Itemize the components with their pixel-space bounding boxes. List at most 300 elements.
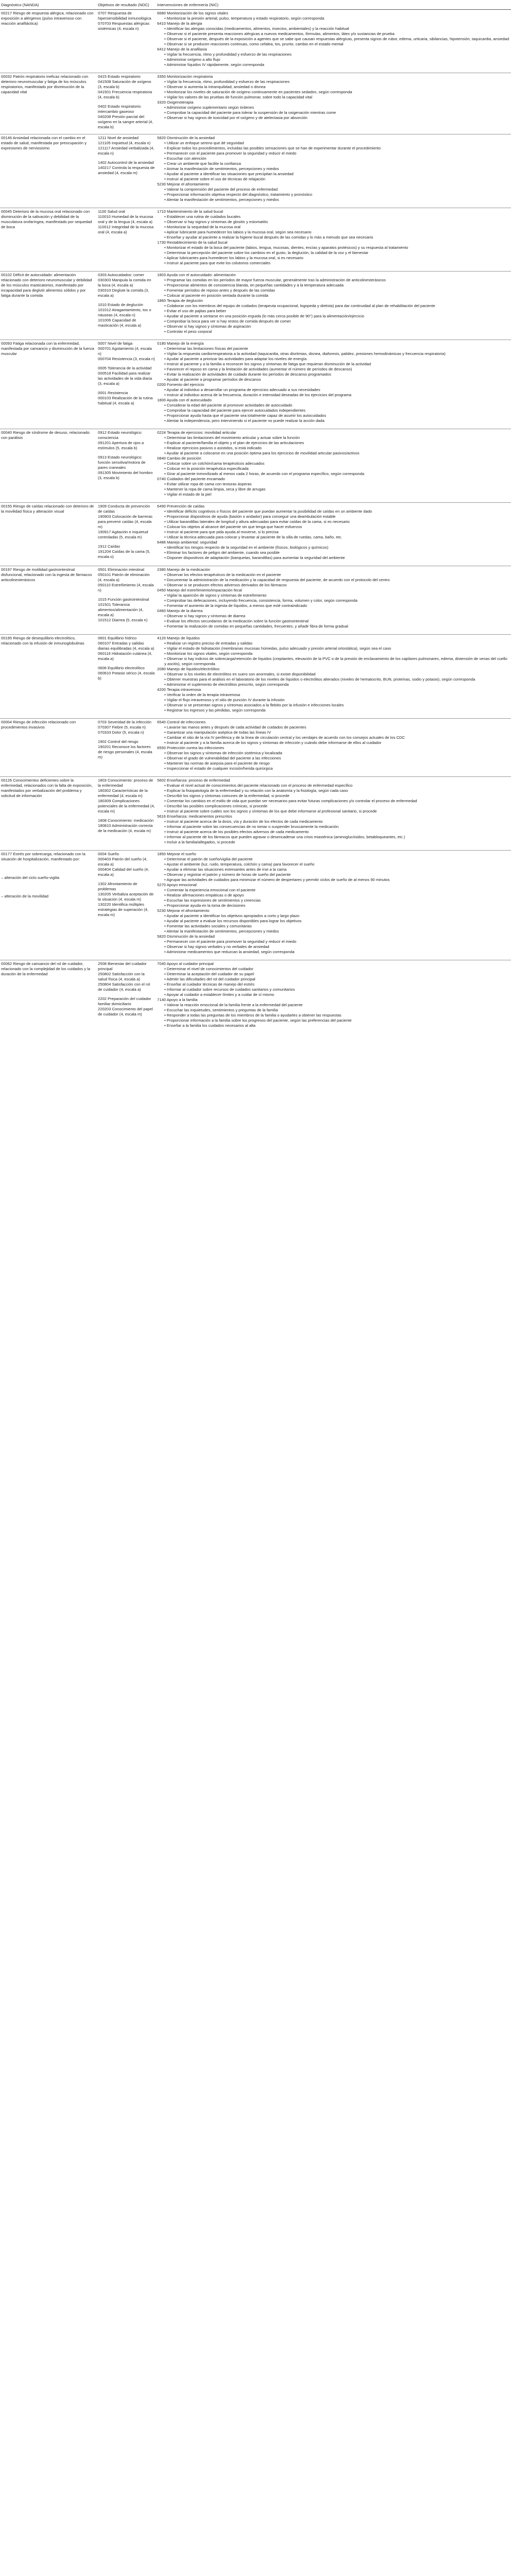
- intervention-activity: • Administrar el suplemento de electrólitos prescrito, según corresponda: [164, 682, 289, 687]
- outcome-indicator: 130205 Verbaliza aceptación de la situación (4, escala m): [98, 892, 154, 902]
- intervention-activity: • Vigilar el estado de la piel: [164, 492, 212, 497]
- intervention-activity: • Establecer una rutina de cuidados bucales: [164, 214, 241, 219]
- outcome-indicator: 000404 Calidad del sueño (4, escala a): [98, 867, 149, 877]
- intervention-activity: • Alentar la manifestación de sentimientos, percepciones y miedos: [164, 197, 279, 202]
- intervention-activity: • Identificar déficits cognitivos o físicos del paciente que puedan aumentar la posibilidad de caídas en un ambiente dado: [164, 509, 372, 514]
- header-outcomes: Objetivos de resultado (NOC): [97, 2, 156, 10]
- outcome-indicator: 190917 Agitación e inquietud controladas (5, escala m): [98, 530, 148, 539]
- intervention-activity: • Alentar la manifestación de sentimientos, percepciones y miedos: [164, 929, 279, 934]
- intervention-activity: • Responder a todas las preguntas de los miembros de la familia o ayudarles a obtener las respuestas: [164, 1013, 342, 1018]
- intervention-activity: • Programar las comidas en los períodos de mayor fuerza muscular, generalmente tras la administración de anticolinesterásicos: [164, 278, 386, 282]
- intervention-activity: • Colocar sobre un colchón/cama terapéuticos adecuados: [164, 461, 265, 466]
- intervention-activity: • Enseñar y ayudar al paciente a realizar la higiene bucal después de las comidas y lo más a menudo que sea necesario: [164, 235, 373, 240]
- outcome-indicator: 041508 Saturación de oxígeno (3, escala b): [98, 79, 151, 89]
- intervention-activity: • Instruir al individuo acerca de la frecuencia, duración e intensidad deseadas de los ejercicios del programa: [164, 393, 352, 397]
- intervention-activity: • Vigilar la frecuencia, ritmo y profundidad y esfuerzo de las respiraciones: [164, 52, 292, 57]
- outcome-indicator: 250802 Satisfacción con la salud física (4, escala a): [98, 972, 145, 981]
- outcome-indicator: 040208 Presión parcial del oxígeno en la sangre arterial (4, escala b): [98, 114, 154, 129]
- outcome-indicator: 000704 Resistencia (3, escala n): [98, 357, 155, 361]
- interventions-cell: [156, 134, 511, 208]
- intervention-activity: • Realizar ejercicios pasivos o asistidos, si está indicado: [164, 446, 262, 450]
- intervention-activity: • Vigilar la frecuencia, ritmo, profundidad y esfuerzo de las respiraciones: [164, 79, 290, 84]
- intervention-activity: • Ayudar a eliminar las situaciones estresantes antes de irse a la cama: [164, 867, 287, 872]
- outcomes-cell: [97, 340, 156, 429]
- outcomes-cell: [97, 851, 156, 960]
- intervention-activity: • Observar si se presentan signos y síntomas asociados a la flebitis por la infusión e infecciones locales: [164, 703, 344, 707]
- interventions-cell: [156, 635, 511, 719]
- intervention-title: 0740 Cuidados del paciente encamado: [157, 477, 225, 481]
- intervention-activity: • Crear un ambiente que facilite la confianza: [164, 161, 241, 166]
- diagnosis-text: – alteración de la movilidad: [1, 894, 49, 899]
- outcome-group: [98, 209, 155, 235]
- outcome-title: 0001 Resistencia: [98, 391, 128, 395]
- outcome-title: 0402 Estado respiratorio: intercambio gaseoso: [98, 104, 142, 114]
- outcome-group: [98, 996, 155, 1017]
- outcome-group: [98, 597, 155, 623]
- intervention-activity: • Observar si hay signos verbales y no verbales de ansiedad: [164, 944, 269, 949]
- intervention-activity: • Describir los signos y síntomas comunes de la enfermedad, si procede: [164, 793, 289, 798]
- outcome-group: [98, 74, 155, 100]
- intervention-activity: • Observar si el paciente, después de la exposición a agentes que se sabe que causan respuestas alérgicas, presenta signos de rubor, edema, urticaria, sibilancias, hipotensión, taquicardia, ansiedad: [164, 37, 509, 41]
- table-row: [0, 73, 511, 134]
- diagnosis-text: 00197 Riesgo de motilidad gastrointestinal disfuncional, relacionado con la ingesta de fármacos anticolinesterásicos: [1, 567, 92, 582]
- table-row: [0, 566, 511, 635]
- outcome-title: 1100 Salud oral: [98, 209, 125, 214]
- outcome-group: [98, 739, 155, 760]
- interventions-cell: [156, 719, 511, 777]
- intervention-activity: • Proporcionar información a la familia sobre los progresos del paciente, según las preferencias del paciente: [164, 1018, 352, 1023]
- outcomes-cell: [97, 208, 156, 272]
- care-plan-table: [0, 2, 511, 1033]
- outcomes-cell: [97, 429, 156, 503]
- outcome-title: 0912 Estado neurológico: consciencia: [98, 430, 143, 440]
- outcome-group: [98, 504, 155, 540]
- outcome-indicator: 121117 Ansiedad verbalizada (4, escala n): [98, 146, 155, 156]
- interventions-cell: [156, 10, 511, 73]
- intervention-activity: • Mantener la ropa de cama limpia, seca y libre de arrugas: [164, 487, 266, 492]
- outcome-group: [98, 273, 155, 298]
- intervention-title: 3320 Oxigenoterapia: [157, 100, 194, 105]
- outcome-group: [98, 430, 155, 451]
- intervention-activity: • Aplicar lubricantes para humedecer los labios y la mucosa oral, si es necesario: [164, 256, 303, 260]
- outcome-indicator: 190903 Colocación de barreras para prevenir caídas (4, escala m): [98, 514, 152, 529]
- intervention-activity: • Comprobar la capacidad del paciente para tolerar la suspensión de la oxigenación mientras come: [164, 110, 336, 115]
- table-row: [0, 503, 511, 566]
- outcome-indicator: 000701 Agotamiento (4, escala n): [98, 346, 152, 356]
- intervention-title: 0450 Manejo del estreñimiento/impactación fecal: [157, 588, 242, 592]
- diagnosis-text: – alteración del ciclo sueño-vigilia: [1, 875, 60, 880]
- intervention-activity: • Permanecer con el paciente para promover la seguridad y reducir el miedo: [164, 151, 297, 156]
- interventions-cell: [156, 208, 511, 272]
- outcome-group: [98, 135, 155, 156]
- intervention-activity: • Evitar el uso de pajitas para beber: [164, 309, 227, 313]
- outcome-title: 0007 Nivel de fatiga: [98, 341, 133, 346]
- outcome-indicator: 110012 Integridad de la mucosa oral (4, escala a): [98, 225, 154, 234]
- interventions-cell: [156, 340, 511, 429]
- intervention-activity: • Explicar la fisiopatología de la enfermedad y su relación con la anatomía y la fisiología, según cada caso: [164, 788, 348, 793]
- outcome-title: 1015 Función gastrointestinal: [98, 597, 149, 602]
- outcome-group: [98, 778, 155, 814]
- intervention-activity: • Ayudar al paciente a colocarse en una posición óptima para los ejercicios de movilidad articular pasivos/activos: [164, 451, 360, 455]
- intervention-activity: • Observar si los niveles de electrólitos en suero son anormales, si existe disponibilidad: [164, 672, 316, 676]
- intervention-activity: • Lavarse las manos antes y después de cada actividad de cuidados de pacientes: [164, 725, 306, 730]
- intervention-title: 1860 Terapia de deglución: [157, 298, 203, 303]
- outcome-title: 1302 Afrontamiento de problemas: [98, 882, 138, 891]
- outcomes-cell: [97, 134, 156, 208]
- intervention-activity: • Eliminar los factores de peligro del ambiente, cuando sea posible: [164, 550, 280, 555]
- outcome-title: 1912 Caídas: [98, 544, 121, 549]
- intervention-activity: • Obtener muestras para el análisis en el laboratorio de los niveles de líquidos o electrólitos alterados (niveles de hematocrito, BUN, proteínas, sodio y potasio), según corresponda: [164, 677, 475, 682]
- outcome-indicator: 180810 Administración correcta de la medicación (4, escala m): [98, 823, 153, 833]
- intervention-activity: • Evaluar los efectos secundarios de la medicación sobre la función gastrointestinal: [164, 619, 309, 623]
- intervention-title: 5230 Mejorar el afrontamiento: [157, 182, 210, 187]
- diagnosis-text: 00217 Riesgo de respuesta alérgica, relacionado con exposición a alérgenos (pulso intravenoso con reacción anafiláctica): [1, 11, 94, 26]
- intervention-activity: • Mantener las normas de asepsia para el paciente de riesgo: [164, 761, 270, 766]
- diagnosis-cell: [0, 719, 97, 777]
- intervention-activity: • Cambiar el sitio de la vía IV periférica y de la línea de circulación central y los vendajes de acuerdo con los consejos actuales de los CDC: [164, 735, 405, 740]
- intervention-activity: • Girar al paciente inmovilizado al menos cada 2 horas, de acuerdo con el programa específico, según corresponda: [164, 471, 365, 476]
- intervention-activity: • Enseñar a la familia los cuidados necesarios al alta: [164, 1023, 256, 1028]
- intervention-activity: • Proporcionar alimentos de consistencia blanda, en pequeñas cantidades y a la temperatura adecuada: [164, 283, 344, 287]
- diagnosis-text: 00146 Ansiedad relacionada con el cambio en el estado de salud, manifestada por preocupación y expresiones de nerviosismo: [1, 135, 87, 150]
- outcome-group: [98, 882, 155, 918]
- table-row: [0, 134, 511, 208]
- intervention-activity: • Vigilar el estado de hidratación (membranas mucosas húmedas, pulso adecuado y presión arterial ortostática), según sea el caso: [164, 646, 391, 651]
- intervention-activity: • Administrar medicamentos que reduzcan la ansiedad, según corresponda: [164, 950, 295, 954]
- intervention-activity: • Proporcionar información objetiva respecto del diagnóstico, tratamiento y pronóstico: [164, 192, 313, 197]
- outcome-title: 0415 Estado respiratorio: [98, 74, 141, 79]
- intervention-activity: • Administrar líquidos IV rápidamente, según corresponda: [164, 62, 264, 67]
- interventions-cell: [156, 503, 511, 566]
- intervention-title: 1803 Ayuda con el autocuidado: alimentación: [157, 273, 236, 277]
- intervention-title: 6410 Manejo de la alergia: [157, 21, 202, 26]
- table-body: [0, 10, 511, 1034]
- interventions-cell: [156, 566, 511, 635]
- outcome-title: 0913 Estado neurológico: función sensitiva/motora de pares craneales: [98, 455, 146, 470]
- intervention-activity: • Comprobar las defecaciones, incluyendo frecuencia, consistencia, forma, volumen y color, según corresponda: [164, 598, 357, 603]
- diagnosis-text: 00177 Estrés por sobrecarga, relacionado con la situación de hospitalización, manifestado por:: [1, 852, 86, 861]
- outcomes-cell: [97, 960, 156, 1034]
- table-row: [0, 719, 511, 777]
- diagnosis-text: 00195 Riesgo de desequilibrio electrolítico, relacionado con la infusión de inmunoglobulinas: [1, 636, 84, 646]
- intervention-activity: • Observar si el paciente presenta reacciones alérgicas a nuevos medicamentos, fórmulas, alimentos, látex y/o sustancias de prueba: [164, 31, 395, 36]
- intervention-activity: • Comentar la experiencia emocional con el paciente: [164, 888, 256, 892]
- outcome-title: 0601 Equilibrio hídrico: [98, 636, 137, 640]
- diagnosis-cell: [0, 272, 97, 340]
- intervention-activity: • Permanecer con el paciente para promover la seguridad y reducir el miedo: [164, 939, 297, 944]
- outcome-indicator: 091305 Movimiento del hombro (3, escala b): [98, 470, 153, 480]
- outcomes-cell: [97, 73, 156, 134]
- outcome-indicator: 250804 Satisfacción con el rol de cuidador (4, escala a): [98, 982, 150, 992]
- intervention-activity: • Valorar la comprensión del paciente del proceso de enfermedad: [164, 187, 278, 192]
- table-row: [0, 960, 511, 1034]
- intervention-title: 2080 Manejo de líquidos/electrólitos: [157, 667, 220, 671]
- intervention-title: 4200 Terapia intravenosa: [157, 687, 201, 692]
- intervention-activity: • Animar la manifestación de sentimientos, percepciones y miedos: [164, 166, 279, 171]
- intervention-activity: • Vigilar la aparición de signos y síntomas de estreñimiento: [164, 593, 267, 598]
- outcome-title: 1010 Estado de deglución: [98, 302, 143, 307]
- diagnosis-text: 00004 Riesgo de infección relacionado con procedimientos invasivos: [1, 720, 76, 730]
- intervention-title: 6412 Manejo de la anafilaxia: [157, 47, 207, 52]
- intervention-activity: • Incluir a la familia/allegados, si procede: [164, 840, 235, 844]
- outcome-title: 0004 Sueño: [98, 852, 119, 856]
- intervention-activity: • Fomentar las actividades sociales y comunitarias: [164, 924, 252, 928]
- table-header-row: [0, 2, 511, 10]
- intervention-activity: • Escuchar con atención: [164, 156, 207, 161]
- table-row: [0, 777, 511, 851]
- intervention-activity: • Verificar la orden de la terapia intravenosa: [164, 692, 241, 697]
- intervention-activity: • Determinar el nivel de conocimientos del cuidador: [164, 967, 253, 971]
- intervention-activity: • Utilizar la técnica adecuada para colocar y levantar al paciente de la silla de ruedas, cama, baño, etc.: [164, 535, 343, 539]
- intervention-title: 2380 Manejo de la medicación: [157, 567, 211, 572]
- outcomes-cell: [97, 719, 156, 777]
- outcome-indicator: 180309 Complicaciones potenciales de la enfermedad (4, escala m): [98, 799, 155, 814]
- outcome-group: [98, 104, 155, 130]
- outcome-indicator: 060107 Entradas y salidas diarias equilibradas (4, escala a): [98, 641, 155, 651]
- intervention-activity: • Admitir las dificultades del rol del cuidador principal: [164, 977, 256, 981]
- intervention-activity: • Instruir al paciente y a la familia a reconocer los signos y síntomas de fatiga que requieran disminución de la actividad: [164, 362, 371, 366]
- outcome-group: [98, 366, 155, 386]
- intervention-activity: • Monitorizar los niveles de saturación de oxígeno continuamente en pacientes sedados, según corresponda: [164, 90, 352, 94]
- outcome-title: 1909 Conducta de prevención de caídas: [98, 504, 150, 514]
- interventions-cell: [156, 272, 511, 340]
- table-row: [0, 851, 511, 960]
- intervention-activity: • Identificar los riesgos respecto de la seguridad en el ambiente (físicos, biológicos y químicos): [164, 545, 329, 550]
- intervention-activity: • Describir las posibles complicaciones crónicas, si procede: [164, 804, 268, 808]
- intervention-title: 5270 Apoyo emocional: [157, 883, 197, 887]
- diagnosis-cell: [0, 73, 97, 134]
- outcome-indicator: 091201 Apertura de ojos a estímulos (5, escala b): [98, 440, 144, 450]
- intervention-activity: • Observar y registrar el patrón y número de horas de sueño del paciente: [164, 872, 291, 877]
- diagnosis-text: 00045 Deterioro de la mucosa oral relacionado con disminución de la salivación y debilidad de la musculatura orofaríngea, manifestado por sequedad de boca: [1, 209, 92, 229]
- intervention-title: 3350 Monitorización respiratoria: [157, 74, 213, 79]
- intervention-activity: • Observar si aumenta la intranquilidad, ansiedad o disnea: [164, 84, 266, 89]
- intervention-title: 5230 Mejorar el afrontamiento: [157, 908, 210, 913]
- table-row: [0, 208, 511, 272]
- intervention-activity: • Determinar las limitaciones físicas del paciente: [164, 346, 248, 351]
- header-diagnosis: Diagnóstico (NANDA): [0, 2, 97, 10]
- outcomes-cell: [97, 272, 156, 340]
- outcome-title: 0707 Respuesta de hipersensibilidad inmunológica: [98, 11, 151, 21]
- diagnosis-text: 00155 Riesgo de caídas relacionado con deterioro de la movilidad física y alteración visual: [1, 504, 94, 514]
- intervention-activity: • Observar si se producen efectos adversos derivados de los fármacos: [164, 583, 287, 587]
- intervention-title: 6680 Monitorización de los signos vitales: [157, 11, 229, 15]
- intervention-activity: • Proporcionar ayuda en la toma de decisiones: [164, 903, 246, 908]
- outcome-indicator: 110010 Humedad de la mucosa oral y de la lengua (4, escala a): [98, 214, 154, 224]
- interventions-cell: [156, 73, 511, 134]
- outcome-indicator: 030310 Deglute la comida (3, escala a): [98, 288, 149, 298]
- intervention-title: 1730 Restablecimiento de la salud bucal: [157, 240, 228, 245]
- intervention-activity: • Ayudar al paciente a programar períodos de descanso: [164, 377, 261, 382]
- outcome-title: 0703 Severidad de la infección: [98, 720, 151, 724]
- outcomes-cell: [97, 566, 156, 635]
- intervention-activity: • Explicar todos los procedimientos, incluidas las posibles sensaciones que se han de experimentar durante el procedimiento: [164, 146, 381, 150]
- outcome-group: [98, 455, 155, 481]
- intervention-activity: • Proporcionar dispositivos de ayuda (bastón o andador) para conseguir una deambulación estable: [164, 514, 336, 519]
- intervention-title: 0180 Manejo de la energía: [157, 341, 204, 346]
- intervention-title: 0460 Manejo de la diarrea: [157, 608, 203, 613]
- intervention-activity: • Documentar la administración de la medicación y la capacidad de respuesta del paciente, de acuerdo con el protocolo del centro: [164, 578, 390, 582]
- intervention-activity: • Ayudar al paciente a evaluar los recursos disponibles para lograr los objetivos: [164, 919, 302, 923]
- intervention-activity: • Observar los efectos terapéuticos de la medicación en el paciente: [164, 572, 281, 577]
- outcome-indicator: 101012 Atragantamiento, tos o náuseas (4, escala n): [98, 308, 151, 317]
- diagnosis-cell: [0, 777, 97, 851]
- intervention-activity: • Informar al cuidador sobre recursos de cuidados sanitarios y comunitarios: [164, 987, 295, 992]
- intervention-title: 1850 Mejorar el sueño: [157, 852, 196, 856]
- intervention-title: 7140 Apoyo a la familia: [157, 997, 198, 1002]
- interventions-cell: [156, 960, 511, 1034]
- table-row: [0, 340, 511, 429]
- intervention-activity: • Fomentar períodos de reposo antes y después de las comidas: [164, 288, 275, 293]
- diagnosis-cell: [0, 10, 97, 73]
- outcome-indicator: 000518 Facilidad para realizar las actividades de la vida diaria (3, escala a): [98, 371, 152, 386]
- intervention-title: 1710 Mantenimiento de la salud bucal: [157, 209, 223, 214]
- outcomes-cell: [97, 503, 156, 566]
- intervention-activity: • Utilizar barandillas laterales de longitud y altura adecuadas para evitar caídas de la cama, si es necesario: [164, 519, 350, 524]
- outcome-group: [98, 666, 155, 681]
- intervention-activity: • Observar los signos y síntomas de infección sistémica y localizada: [164, 751, 282, 755]
- diagnosis-text: 00102 Déficit de autocuidado: alimentación relacionado con deterioro neuromuscular y debilidad de los músculos masticatorios, manifestado por incapacidad para deglutir alimentos sólidos y por fatiga durante la comida: [1, 273, 92, 298]
- outcome-title: 1808 Conocimiento: medicación: [98, 818, 154, 823]
- intervention-activity: • Favorecer el reposo en cama y la limitación de actividades (aumentar el número de períodos de descanso): [164, 367, 352, 371]
- intervention-activity: • Observar si hay indicios de sobrecarga/retención de líquidos (crepitantes, elevación de la PVC o de la presión de enclavamiento de los capilares pulmonares, edema, distensión de venas del cuello y ascitis), según corresponda: [164, 656, 507, 666]
- outcome-indicator: 101501 Tolerancia alimentos/alimentación (4, escala a): [98, 602, 144, 617]
- diagnosis-cell: [0, 340, 97, 429]
- intervention-activity: • Observar si hay signos de toxicidad por el oxígeno y de atelectasia por absorción: [164, 115, 308, 120]
- intervention-activity: • Apoyar al cuidador a establecer límites y a cuidar de sí mismo: [164, 992, 275, 997]
- intervention-activity: • Determinar la percepción del paciente sobre los cambios en el gusto, la deglución, la calidad de la voz y el bienestar: [164, 250, 369, 255]
- outcome-title: 0005 Tolerancia de la actividad: [98, 366, 152, 370]
- outcome-group: [98, 720, 155, 735]
- intervention-activity: • Monitorizar los signos vitales, según corresponda: [164, 651, 253, 656]
- intervention-title: 6550 Protección contra las infecciones: [157, 745, 225, 750]
- outcome-indicator: 121105 Inquietud (4, escala n): [98, 141, 151, 145]
- outcome-indicator: 070333 Dolor (5, escala n): [98, 730, 144, 735]
- intervention-activity: • Instruir al paciente y a la familia acerca de los signos y síntomas de infección y cuándo debe informarse de ellos al cuidador: [164, 740, 382, 745]
- outcome-group: [98, 567, 155, 593]
- interventions-cell: [156, 777, 511, 851]
- intervention-title: 6540 Control de infecciones: [157, 720, 206, 724]
- diagnosis-cell: [0, 208, 97, 272]
- nursing-care-plan-page: [0, 0, 511, 1033]
- outcomes-cell: [97, 10, 156, 73]
- outcome-indicator: 060116 Hidratación cutánea (4, escala a): [98, 651, 152, 661]
- outcome-indicator: 050110 Estreñimiento (4, escala n): [98, 583, 154, 592]
- outcome-indicator: 050101 Patrón de eliminación (4, escala a): [98, 572, 150, 582]
- intervention-title: 5820 Disminución de la ansiedad: [157, 934, 215, 939]
- outcome-group: [98, 391, 155, 406]
- intervention-activity: • Utilizar un enfoque sereno que dé seguridad: [164, 141, 244, 145]
- diagnosis-text: 00093 Fatiga relacionada con la enfermedad, manifestada por cansancio y disminución de la fuerza muscular: [1, 341, 94, 356]
- intervention-title: 7040 Apoyo al cuidador principal: [157, 961, 214, 966]
- outcome-indicator: 191204 Caídas de la cama (5, escala o): [98, 549, 150, 559]
- intervention-activity: • Informar al paciente sobre las consecuencias de no tomar o suspender bruscamente la medicación: [164, 824, 339, 829]
- intervention-title: 0200 Fomento del ejercicio: [157, 382, 205, 387]
- outcome-indicator: 060610 Potasio sérico (4, escala b): [98, 671, 155, 681]
- intervention-title: 4120 Manejo de líquidos: [157, 636, 200, 640]
- intervention-activity: • Registrar los ingresos y las pérdidas, según corresponda: [164, 708, 266, 713]
- intervention-activity: • Considerar la edad del paciente al promover actividades de autocuidado: [164, 403, 293, 408]
- diagnosis-cell: [0, 566, 97, 635]
- outcome-title: 1803 Conocimiento: proceso de la enfermedad: [98, 778, 154, 788]
- intervention-activity: • Evaluar el nivel actual de conocimientos del paciente relacionado con el proceso de enfermedad específico: [164, 783, 353, 788]
- outcome-indicator: 220203 Conocimiento del papel de cuidador (4, escala m): [98, 1007, 153, 1016]
- intervention-title: 5602 Enseñanza: proceso de enfermedad: [157, 778, 230, 783]
- outcome-indicator: 000403 Patrón del sueño (4, escala a): [98, 857, 147, 867]
- intervention-activity: • Realizar afirmaciones empáticas o de apoyo: [164, 893, 244, 897]
- intervention-activity: • Observar si hay signos y síntomas de aspiración: [164, 324, 251, 329]
- outcome-indicator: 180302 Características de la enfermedad (4, escala m): [98, 788, 148, 798]
- diagnosis-cell: [0, 960, 97, 1034]
- intervention-activity: • Administrar oxígeno a alto flujo: [164, 57, 220, 62]
- intervention-activity: • Controlar el peso corporal: [164, 329, 212, 334]
- header-interventions: Intervenciones de enfermería (NIC): [156, 2, 511, 10]
- intervention-activity: • Ayudar al individuo a desarrollar un programa de ejercicios adecuado a sus necesidades: [164, 387, 320, 392]
- outcome-title: 2202 Preparación del cuidador familiar domiciliario: [98, 996, 151, 1006]
- intervention-activity: • Colaborar con los miembros del equipo de cuidados (terapeuta ocupacional, logopeda y dietista) para dar continuidad al plan de rehabilitación del paciente: [164, 303, 435, 308]
- intervention-activity: • Evitar la realización de actividades de cuidado durante los períodos de descanso programados: [164, 372, 331, 377]
- intervention-activity: • Fomentar el aumento de la ingesta de líquidos, a menos que esté contraindicado: [164, 603, 308, 608]
- interventions-cell: [156, 851, 511, 960]
- diagnosis-text: 00032 Patrón respiratorio ineficaz relacionado con deterioro neuromuscular y fatiga de los músculos respiratorios, manifestado por disminución de la capacidad vital: [1, 74, 89, 94]
- intervention-activity: • Instruir al paciente acerca de los posibles efectos adversos de cada medicamento: [164, 829, 309, 834]
- intervention-activity: • Evitar utilizar ropa de cama con texturas ásperas: [164, 482, 252, 486]
- outcome-indicator: 000103 Realización de la rutina habitual (4, escala a): [98, 396, 153, 405]
- intervention-activity: • Enseñar al cuidador técnicas de manejo del estrés: [164, 982, 254, 987]
- table-row: [0, 272, 511, 340]
- table-row: [0, 429, 511, 503]
- outcomes-cell: [97, 777, 156, 851]
- intervention-activity: • Instruir al paciente para que pida ayuda al moverse, si lo precisa: [164, 530, 279, 534]
- diagnosis-cell: [0, 503, 97, 566]
- intervention-activity: • Determinar el patrón de sueño/vigilia del paciente: [164, 857, 253, 861]
- outcome-title: 1902 Control del riesgo: [98, 739, 139, 744]
- interventions-cell: [156, 429, 511, 503]
- intervention-activity: • Observar si se producen reacciones continuas, como cefalea, tos, prurito, cambio en el estado mental: [164, 42, 344, 46]
- outcome-group: [98, 544, 155, 560]
- intervention-activity: • Inspeccionar el estado de cualquier incisión/herida quirúrgica: [164, 766, 273, 771]
- intervention-activity: • Vigilar el flujo intravenoso y el sitio de punción IV durante la infusión: [164, 698, 285, 702]
- intervention-activity: • Monitorizar el estado de la boca del paciente (labios, lengua, mucosas, dientes, encías y aparatos protésicos) y su respuesta al tratamiento: [164, 245, 408, 250]
- intervention-activity: • Comprobar la capacidad del paciente para ejercer autocuidados independientes: [164, 408, 306, 413]
- intervention-activity: • Vigilar la respuesta cardiorrespiratoria a la actividad (taquicardia, otras disritmias, disnea, diaforesis, palidez, presiones hemodinámicas y frecuencia respiratoria): [164, 351, 446, 356]
- outcome-title: 1211 Nivel de ansiedad: [98, 135, 139, 140]
- outcome-indicator: 041501 Frecuencia respiratoria (4, escala b): [98, 90, 152, 99]
- outcome-indicator: 070307 Fiebre (5, escala n): [98, 725, 146, 730]
- outcome-indicator: 101006 Capacidad de masticación (4, escala a): [98, 318, 141, 328]
- outcome-title: 0606 Equilibrio electrolítico: [98, 666, 145, 670]
- outcome-group: [98, 818, 155, 834]
- outcome-title: 0501 Eliminación intestinal: [98, 567, 144, 572]
- intervention-activity: • Garantizar una manipulación aséptica de todas las líneas IV: [164, 730, 271, 735]
- intervention-activity: • Observar si hay signos y síntomas de diarrea: [164, 614, 246, 618]
- intervention-activity: • Ajustar el ambiente (luz, ruido, temperatura, colchón y cama) para favorecer el sueño: [164, 862, 315, 867]
- outcome-group: [98, 852, 155, 877]
- intervention-activity: • Instruir al paciente sobre el uso de técnicas de relajación: [164, 177, 265, 181]
- intervention-activity: • Comentar los cambios en el estilo de vida que puedan ser necesarios para evitar futuras complicaciones y/o controlar el proceso de enfermedad: [164, 799, 417, 803]
- diagnosis-text: 00040 Riesgo de síndrome de desuso, relacionado con parálisis: [1, 430, 90, 440]
- outcome-indicator: 101512 Diarrea (5, escala n): [98, 618, 148, 622]
- intervention-activity: • Fomentar la realización de comidas en pequeñas cantidades, frecuentes, y añadir fibra de forma gradual: [164, 624, 348, 629]
- intervention-title: 5616 Enseñanza: medicamentos prescritos: [157, 814, 232, 819]
- intervention-title: 6490 Prevención de caídas: [157, 504, 205, 509]
- diagnosis-cell: [0, 134, 97, 208]
- intervention-activity: • Valorar la reacción emocional de la familia frente a la enfermedad del paciente: [164, 1003, 303, 1007]
- diagnosis-cell: [0, 635, 97, 719]
- table-row: [0, 635, 511, 719]
- intervention-activity: • Observar si hay signos y síntomas de glositis y estomatitis: [164, 219, 268, 224]
- intervention-activity: • Realizar un registro preciso de entradas y salidas: [164, 641, 253, 646]
